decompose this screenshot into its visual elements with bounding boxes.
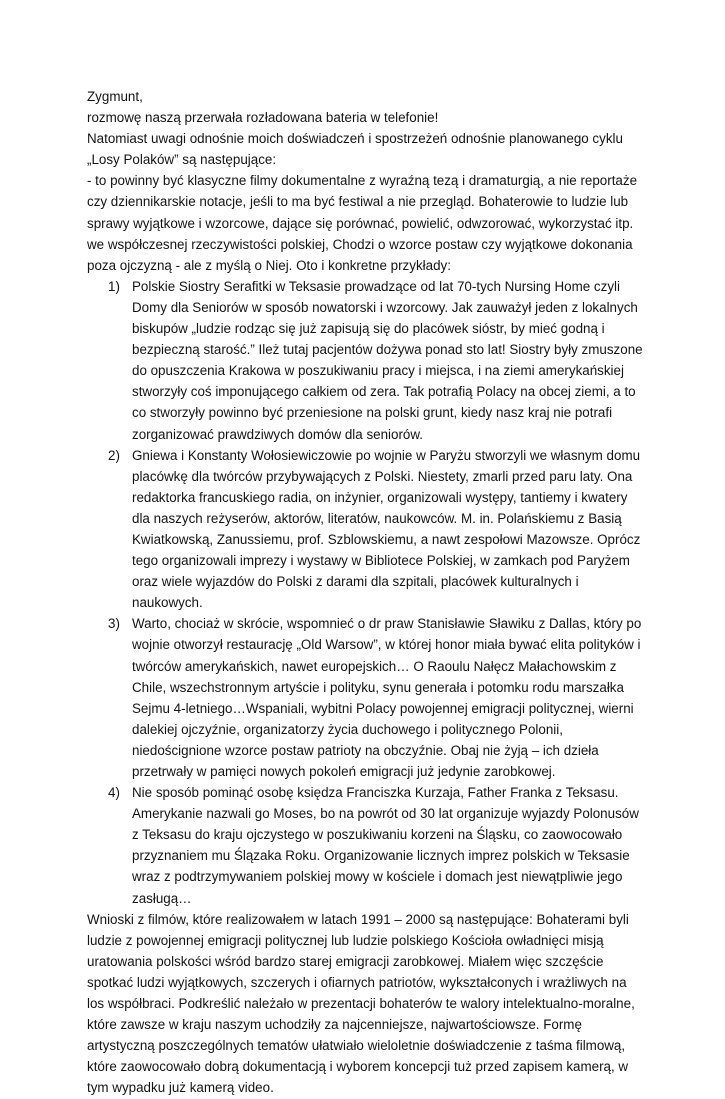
list-item — [87, 276, 647, 445]
list-item-number: 4) — [108, 785, 120, 801]
conclusion-paragraph: Wnioski z filmów, które realizowałem w latach 1991 – 2000 są następujące: Bohaterami byli ludzie z powojennej emigracji politycznej lub ludzie polskiego Kościoła owładnięci misją uratowania polskości wśród bardzo starej emigracji zarobkowej. Miałem więc szczęście spotkać ludzi wyjątkowych, szczerych i ofiarnych patriotów, wykształconych i wrażliwych na los współbraci. Podkreślić należało w prezentacji bohaterów te walory intelektualno-moralne, które zawsze w kraju naszym uchodziły za najcenniejsze, najwartościowsze. Formę artystyczną poszczególnych tematów ułatwiało wieloletnie doświadczenie z taśma filmową, które zaowocowało dobrą dokumentacją i wyborem koncepcji tuż przed zapisem kamerą, w tym wypadku już kamerą video. — [87, 911, 635, 1096]
list-item-number: 3) — [108, 616, 120, 632]
list-item-text: Gniewa i Konstanty Wołosiewiczowie po wojnie w Paryżu stworzyli we własnym domu placówkę dla twórców przybywających z Polski. Niestety, zmarli przed paru laty. Ona redaktorka francuskiego radia, on inżynier, organizowali występy, tantiemy i kwatery dla naszych reżyserów, aktorów, literatów, naukowców. M. in. Polańskiemu z Basią Kwiatkowską, Zanussiemu, prof. Szblowskiemu, a nawt zespołowi Mazowsze. Oprócz tego organizowali imprezy i wystawy w Bibliotece Polskiej, w zamkach pod Paryżem oraz wiele wyjazdów do Polski z darami dla szpitali, placówek kulturalnych i naukowych. — [132, 447, 641, 611]
list-item-text: Nie sposób pominąć osobę księdza Franciszka Kurzaja, Father Franka z Teksasu. Amerykanie nazwali go Moses, bo na powrót od 30 lat organizuje wyjazdy Polonusów z Teksasu do kraju ojczystego w poszukiwaniu korzeni na Śląsku, co zaowocowało przyznaniem mu Ślązaka Roku. Organizowanie licznych imprez polskich w Teksasie wraz z podtrzymywaniem polskiej mowy w kościele i domach jest niewątpliwie jego zasługą… — [132, 785, 639, 906]
intro-paragraph: rozmowę naszą przerwała rozładowana bateria w telefonie! — [87, 110, 439, 126]
list-item — [87, 782, 647, 909]
list-item — [87, 613, 647, 782]
list-item-number: 2) — [108, 447, 120, 463]
list-item-number: 1) — [108, 278, 120, 294]
letter-body — [87, 86, 647, 1099]
greeting: Zygmunt, — [87, 89, 143, 104]
intro-paragraph: Natomiast uwagi odnośnie moich doświadczeń i spostrzeżeń odnośnie planowanego cyklu „Losy Polaków” są następujące: — [87, 131, 623, 168]
examples-list — [87, 276, 647, 909]
list-item — [87, 445, 647, 614]
list-item-text: Warto, chociaż w skrócie, wspomnieć o dr praw Stanisławie Sławiku z Dallas, który po wojnie otworzył restaurację „Old Warsow”, w której honor miała bywać elita polityków i twórców amerykańskich, nawet europejskich… O Raoulu Nałęcz Małachowskim z Chile, wszechstronnym artyście i polityku, synu generała i potomku rodu marszałka Sejmu 4-letniego…Wspaniali, wybitni Polacy powojennej emigracji politycznej, wierni dalekiej ojczyźnie, organizatorzy życia duchowego i politycznego Polonii, niedoścignione wzorce postaw patrioty na obczyźnie. Obaj nie żyją – ich dzieła przetrwały w pamięci nowych pokoleń emigracji już jedynie zarobkowej. — [132, 616, 642, 779]
intro-paragraph: - to powinny być klasyczne filmy dokumentalne z wyraźną tezą i dramaturgią, a nie reportaże czy dziennikarskie notacje, jeśli to ma być festiwal a nie przegląd. Bohaterowie to ludzie lub sprawy wyjątkowe i wzorcowe, dające się porównać, powielić, odwzorować, wykorzystać itp. we współczesnej rzeczywistości polskiej, Chodzi o wzorce postaw czy wyjątkowe dokonania poza ojczyzną - ale z myślą o Niej. Oto i konkretne przykłady: — [87, 173, 638, 273]
list-item-text: Polskie Siostry Serafitki w Teksasie prowadzące od lat 70-tych Nursing Home czyli Domy dla Seniorów w sposób nowatorski i wzorcowy. Jak zauważył jeden z lokalnych biskupów „ludzie rodząc się już zapisują się do placówek sióstr, by mieć godną i bezpieczną starość.” Ileż tutaj pacjentów dożywa ponad sto lat! Siostry były zmuszone do opuszczenia Krakowa w poszukiwaniu pracy i miejsca, i na ziemi amerykańskiej stworzyły coś imponującego całkiem od zera. Tak potrafią Polacy na obcej ziemi, a to co stworzyły powinno być przeniesione na polski grunt, kiedy nasz kraj nie potrafi zorganizować prawdziwych domów dla seniorów. — [132, 278, 643, 442]
